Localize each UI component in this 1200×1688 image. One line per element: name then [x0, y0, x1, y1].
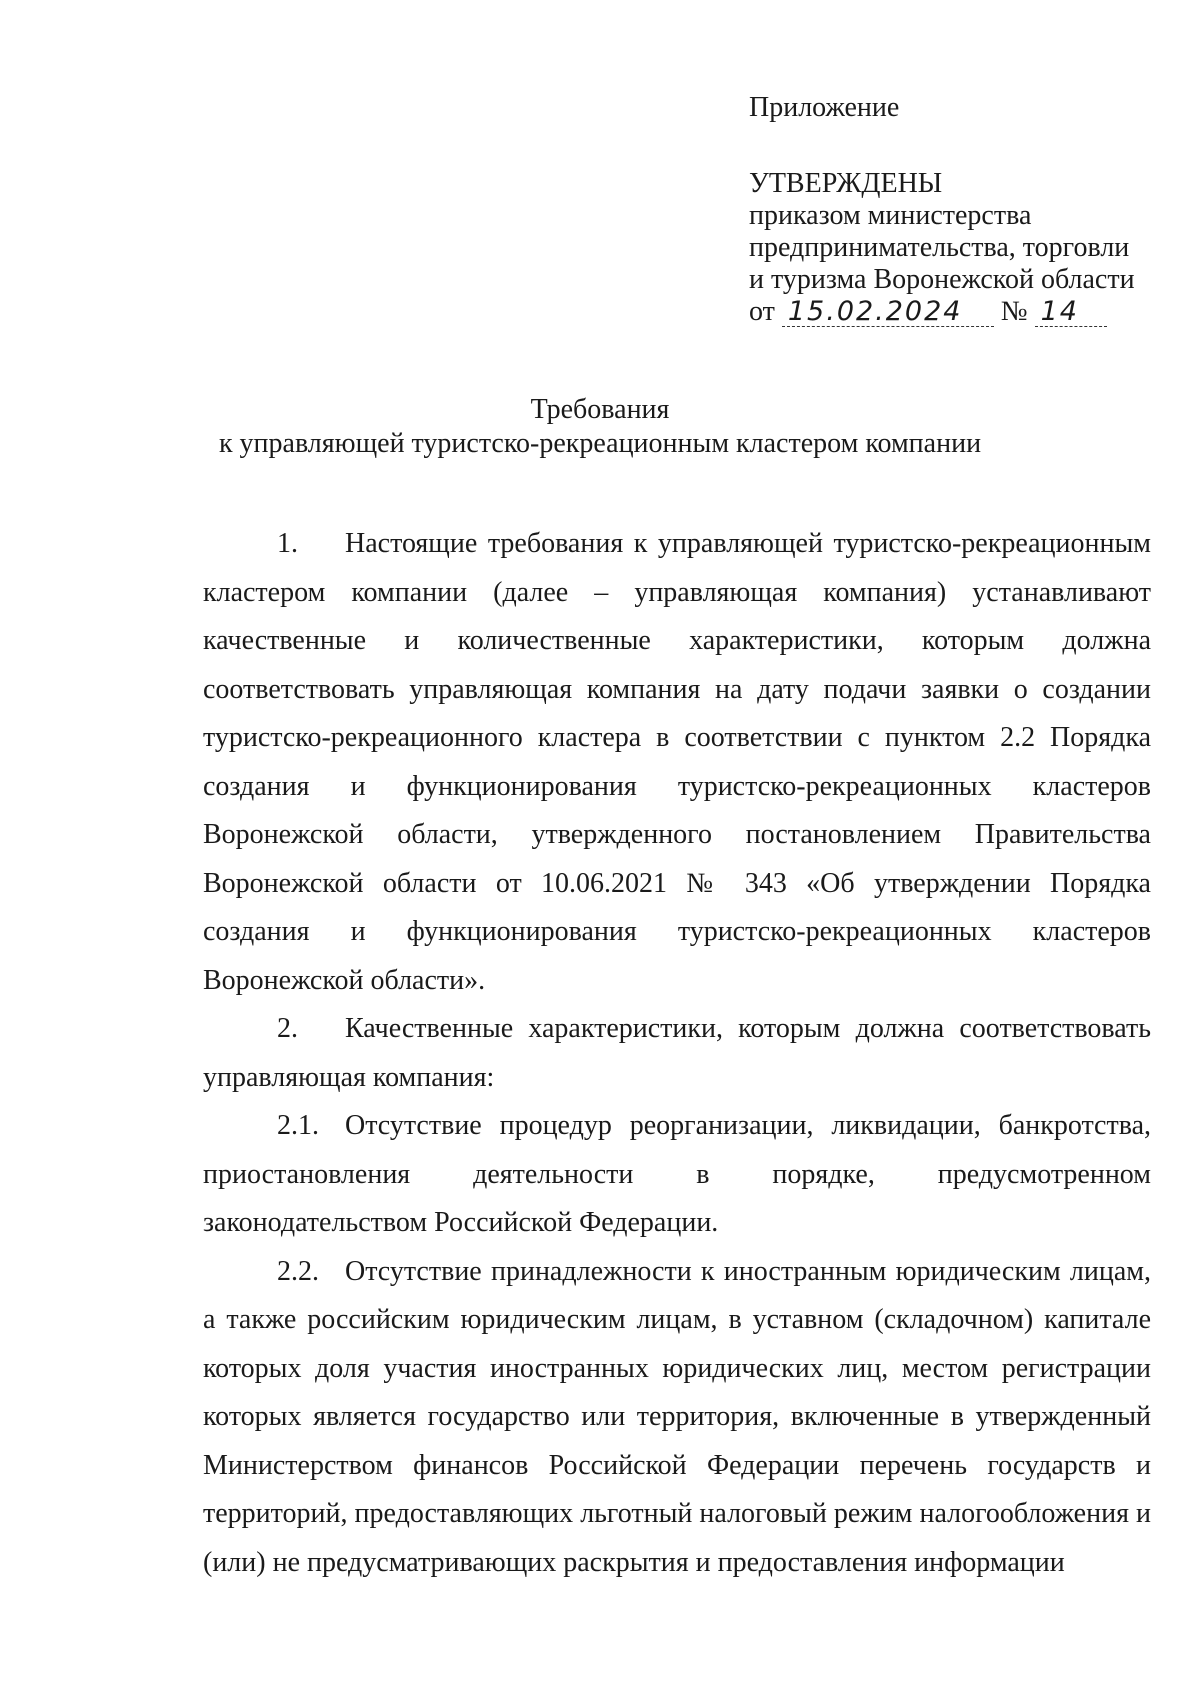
paragraph-text: Качественные характеристики, которым должна соответствовать управляющая компания:: [203, 1013, 1151, 1093]
annex-label: Приложение: [749, 92, 900, 123]
order-date-handwritten: 15.02.2024: [782, 298, 994, 327]
paragraph-2-1: [203, 1102, 1151, 1248]
paragraph-number: 2.: [277, 1013, 298, 1044]
approval-block: [749, 92, 1169, 328]
number-prefix: №: [1000, 296, 1028, 327]
paragraph-text: Настоящие требования к управляющей туристско-рекреационным кластером компании (далее – управляющая компания) устанавливают качественные и количественные характеристики, которым должна соответствовать управляющая компания на дату подачи заявки о создании туристско-рекреационного кластера в соответствии с пунктом 2.2 Порядка создания и функционирования туристско-рекреационных кластеров Воронежской области, утвержденного постановлением Правительства Воронежской области от 10.06.2021 № 343 «Об утверждении Порядка создания и функционирования туристско-рекреационных кластеров Воронежской области».: [203, 528, 1151, 996]
order-line-1: приказом министерства: [749, 200, 1032, 231]
paragraph-text: Отсутствие принадлежности к иностранным юридическим лицам, а также российским юридическим лицам, в уставном (складочном) капитале которых доля участия иностранных юридических лиц, местом регистрации которых является государство или территория, включенные в утвержденный Министерством финансов Российской Федерации перечень государств и территорий, предоставляющих льготный налоговый режим налогообложения и (или) не предусматривающих раскрытия и предоставления информации: [203, 1255, 1151, 1578]
paragraph-number: 1.: [277, 528, 298, 559]
order-number-handwritten: 14: [1035, 298, 1107, 327]
order-line-3: и туризма Воронежской области: [749, 264, 1135, 295]
title-line-2: к управляющей туристско-рекреационным кластером компании: [218, 428, 982, 459]
document-body: [203, 520, 1151, 1587]
date-prefix: от: [749, 296, 775, 327]
order-line-2: предпринимательства, торговли: [749, 232, 1130, 263]
order-date-number-line: [749, 296, 1169, 328]
paragraph-number: 2.2.: [277, 1255, 319, 1287]
paragraph-2-2: [203, 1248, 1151, 1588]
document-title: [0, 393, 1200, 461]
paragraph-2: [203, 1005, 1151, 1102]
title-line-1: Требования: [530, 394, 670, 425]
paragraph-number: 2.1.: [277, 1110, 319, 1141]
paragraph-1: [203, 520, 1151, 1005]
approved-label: УТВЕРЖДЕНЫ: [749, 168, 943, 199]
paragraph-text: Отсутствие процедур реорганизации, ликвидации, банкротства, приостановления деятельности в порядке, предусмотренном законодательством Российской Федерации.: [203, 1110, 1151, 1238]
